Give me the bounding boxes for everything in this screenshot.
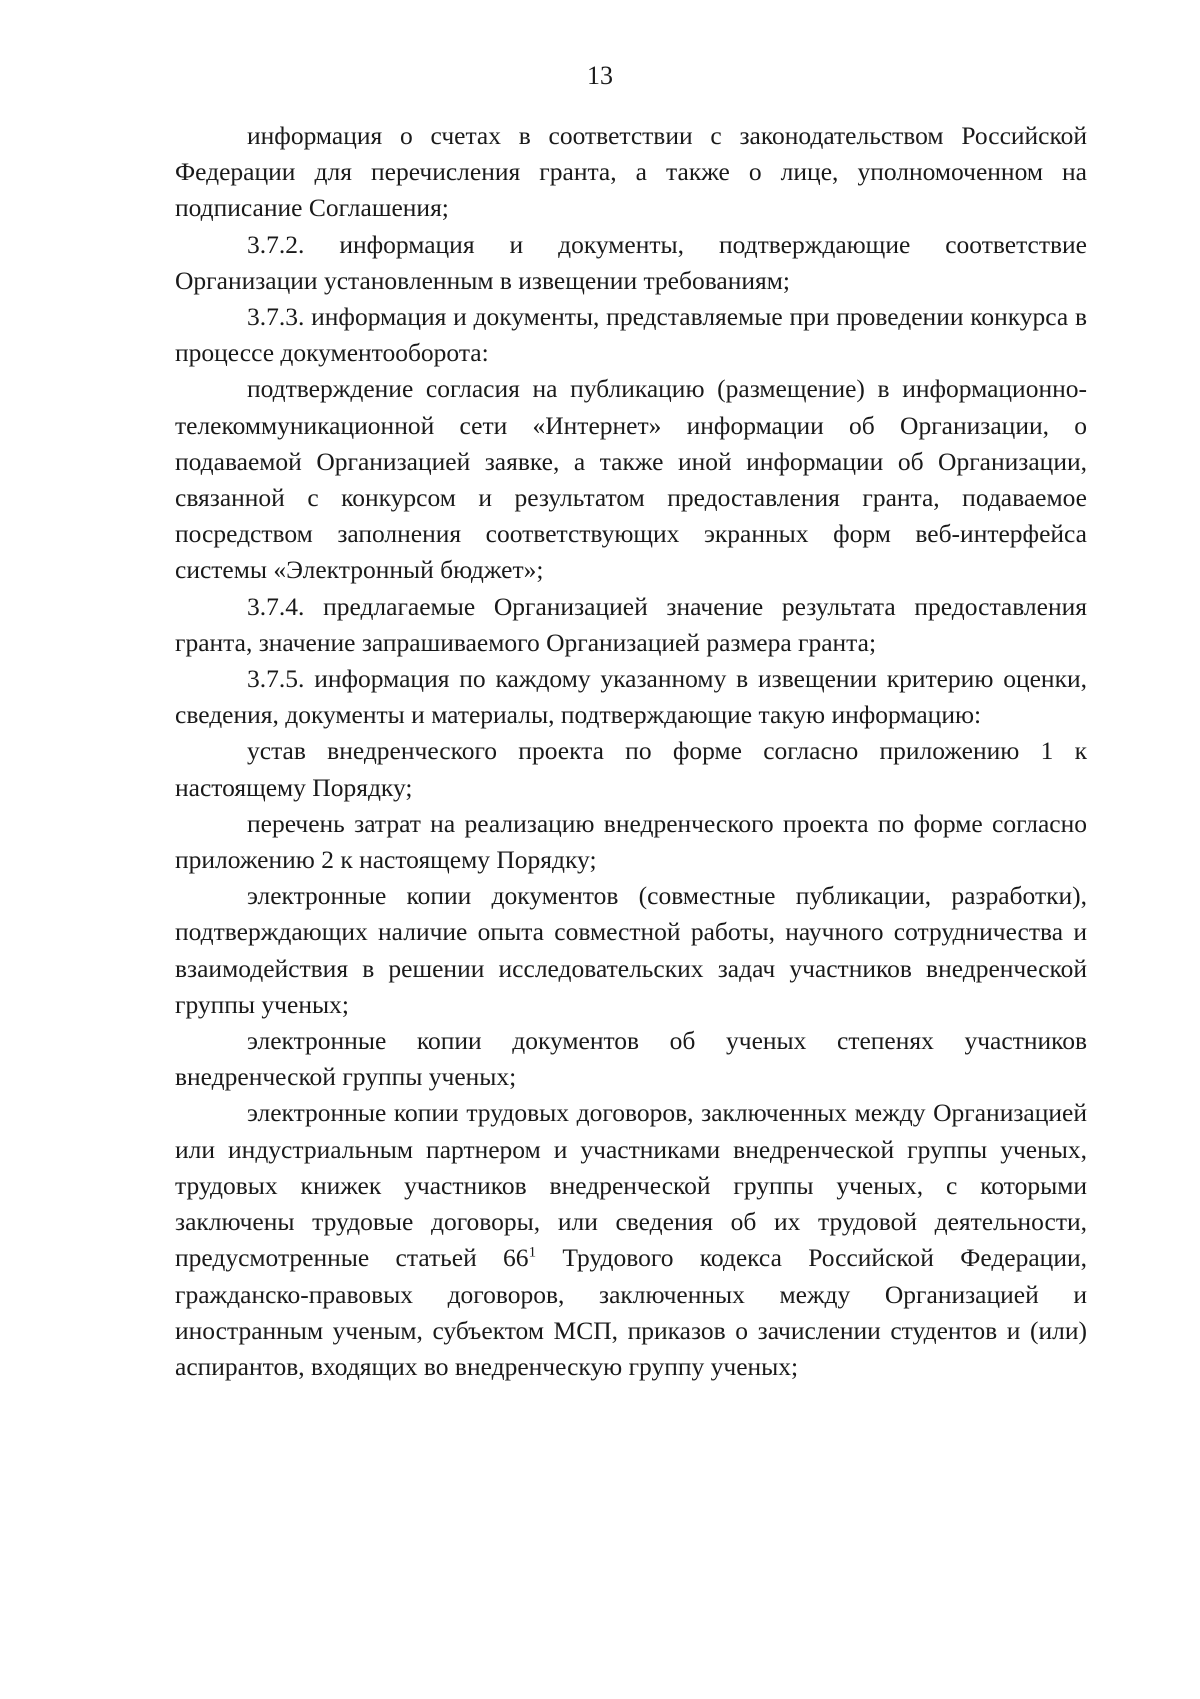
paragraph-project-charter: устав внедренческого проекта по форме согласно приложению 1 к настоящему Порядку; xyxy=(175,736,1087,802)
paragraph-bank-account-info: информация о счетах в соответствии с законодательством Российской Федерации для перечисления гранта, а также о лице, уполномоченном на подписание Соглашения; xyxy=(175,121,1087,223)
paragraph-3-7-4: 3.7.4. предлагаемые Организацией значение результата предоставления гранта, значение запрашиваемого Организацией размера гранта; xyxy=(175,591,1087,657)
paragraph-3-7-3: 3.7.3. информация и документы, представляемые при проведении конкурса в процессе документооборота: xyxy=(175,302,1087,368)
document-body xyxy=(175,118,1087,1385)
paragraph-employment-contracts xyxy=(175,1095,1087,1385)
employment-contracts-text-before: электронные копии трудовых договоров, заключенных между Организацией или индустриальным партнером и участниками внедренческой группы ученых, трудовых книжек участников внедренческой группы ученых, с которыми заключены трудовые договоры, или сведения об их трудовой деятельности, предусмотренные статьей 66 xyxy=(175,1098,1087,1273)
paragraph-academic-degrees: электронные копии документов об ученых степенях участников внедренческой группы ученых; xyxy=(175,1026,1087,1092)
article-superscript: 1 xyxy=(528,1244,537,1261)
paragraph-publication-consent: подтверждение согласия на публикацию (размещение) в информационно-телекоммуникационной сети «Интернет» информации об Организации, о подаваемой Организацией заявке, а также иной информации об Организации, связанной с конкурсом и результатом предоставления гранта, подаваемое посредством заполнения соответствующих экранных форм веб-интерфейса системы «Электронный бюджет»; xyxy=(175,374,1087,585)
page-number: 13 xyxy=(587,61,613,90)
paragraph-cost-list: перечень затрат на реализацию внедренческого проекта по форме согласно приложению 2 к настоящему Порядку; xyxy=(175,808,1087,875)
paragraph-joint-work-documents: электронные копии документов (совместные публикации, разработки), подтверждающих наличие опыта совместной работы, научного сотрудничества и взаимодействия в решении исследовательских задач участников внедренческой группы ученых; xyxy=(175,881,1087,1019)
paragraph-3-7-2: 3.7.2. информация и документы, подтверждающие соответствие Организации установленным в извещении требованиям; xyxy=(175,229,1087,295)
paragraph-3-7-5: 3.7.5. информация по каждому указанному в извещении критерию оценки, сведения, документы и материалы, подтверждающие такую информацию: xyxy=(175,664,1087,730)
employment-contracts-text-after: Трудового кодекса Российской Федерации, гражданско-правовых договоров, заключенных между Организацией и иностранным ученым, субъектом МСП, приказов о зачислении студентов и (или) аспирантов, входящих во внедренческую группу ученых; xyxy=(175,1243,1087,1381)
